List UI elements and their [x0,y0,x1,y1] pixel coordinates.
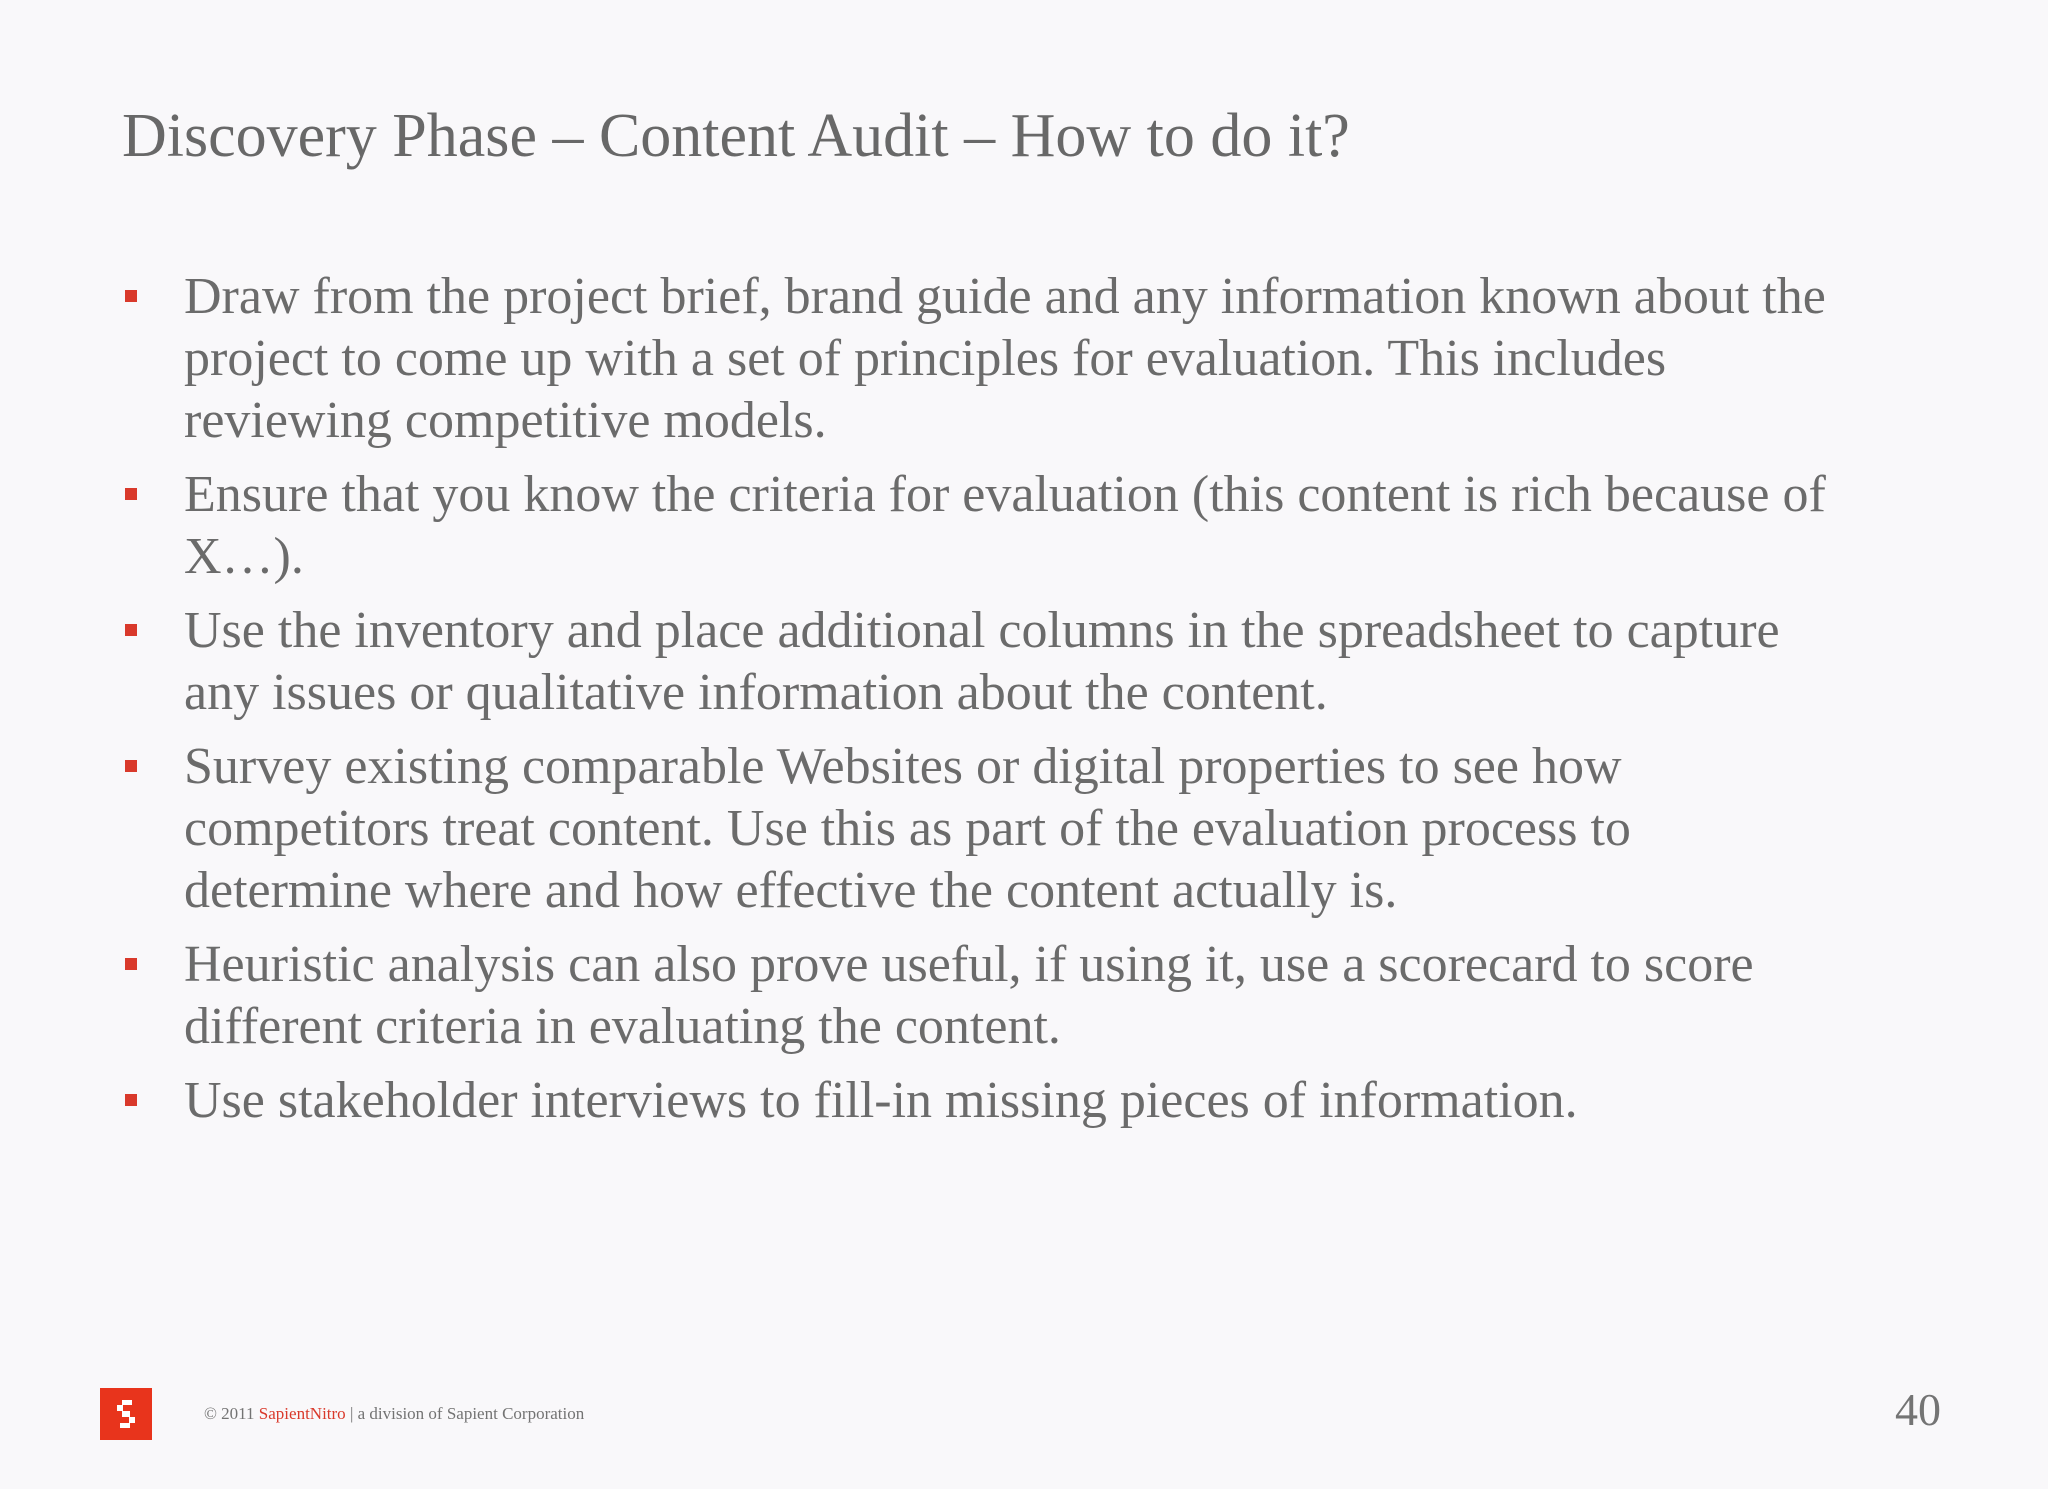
slide-title: Discovery Phase – Content Audit – How to do it? [122,102,1350,170]
bullet-text: Survey existing comparable Websites or digital properties to see how competitors treat content. Use this as part of the evaluation process to determine where and how effective the content actually is. [184,738,1631,919]
square-bullet-icon [125,624,137,636]
bullet-list [122,266,1842,1144]
list-item [122,266,1842,452]
list-item [122,736,1842,922]
brand-name: SapientNitro [258,1404,346,1423]
square-bullet-icon [125,488,137,500]
list-item [122,934,1842,1058]
square-bullet-icon [125,760,137,772]
list-item [122,1070,1842,1132]
copyright-prefix: © 2011 [204,1404,259,1423]
bullet-text: Draw from the project brief, brand guide and any information known about the project to come up with a set of principles for evaluation. This includes reviewing competitive models. [184,268,1826,449]
slide-footer [100,1384,1945,1442]
copyright-suffix: | a division of Sapient Corporation [345,1404,585,1423]
bullet-text: Use the inventory and place additional columns in the spreadsheet to capture any issues or qualitative information about the content. [184,602,1780,721]
square-bullet-icon [125,290,137,302]
square-bullet-icon [125,958,137,970]
page-number: 40 [1895,1384,1941,1435]
list-item [122,464,1842,588]
bullet-text: Use stakeholder interviews to fill-in missing pieces of information. [184,1072,1578,1129]
bullet-text: Heuristic analysis can also prove useful, if using it, use a scorecard to score different criteria in evaluating the content. [184,936,1754,1055]
copyright-notice [204,1404,584,1424]
list-item [122,600,1842,724]
sapientnitro-logo-icon [100,1388,152,1440]
square-bullet-icon [125,1094,137,1106]
bullet-text: Ensure that you know the criteria for evaluation (this content is rich because of X…). [184,466,1826,585]
